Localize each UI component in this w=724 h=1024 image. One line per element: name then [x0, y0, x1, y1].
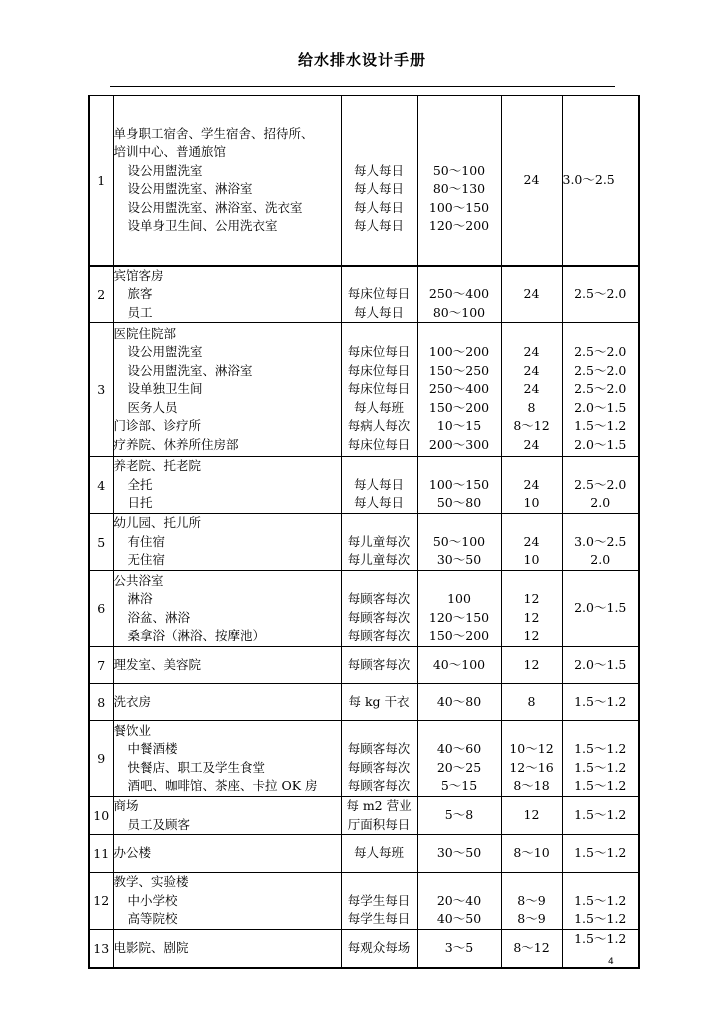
variation-coefficient-line: 3.0～2.5: [562, 172, 615, 187]
variation-coefficient: [562, 684, 639, 721]
unit: [341, 571, 417, 647]
unit: [341, 514, 417, 571]
building-type-line: 快餐店、职工及学生食堂: [127, 759, 266, 775]
variation-coefficient-line: 3.0～2.5: [574, 533, 627, 549]
building-type-line: 设单独卫生间: [127, 381, 203, 397]
building-type-line: 无住宿: [127, 552, 166, 568]
quota-line: 20～25: [436, 759, 482, 775]
usage-hours-line: 12: [523, 656, 540, 672]
usage-hours-line: 8～10: [513, 845, 550, 861]
building-type-line: 酒吧、咖啡馆、茶座、卡拉 OK 房: [127, 778, 318, 793]
unit-line: 每病人每次: [347, 418, 411, 434]
quota-line: 3～5: [444, 940, 474, 955]
building-type-line: 中餐酒楼: [127, 741, 178, 756]
variation-coefficient: [562, 929, 639, 968]
unit-line: 每顾客每次: [347, 778, 411, 793]
table-row: [89, 266, 639, 323]
unit-line: [342, 572, 417, 591]
unit: [341, 721, 417, 797]
quota-line: 120～150: [428, 609, 490, 625]
quota-line: 40～100: [432, 656, 486, 672]
building-type-line: 设公用盥洗室、淋浴室: [127, 181, 253, 197]
unit: [341, 835, 417, 873]
unit: [341, 457, 417, 514]
building-type: [113, 266, 341, 323]
usage-hours: [501, 266, 562, 323]
row-number: 5: [89, 514, 113, 571]
quota: [417, 873, 501, 930]
building-type-line: 淋浴: [127, 591, 153, 606]
row-number: 6: [89, 571, 113, 647]
variation-coefficient-line: 1.5～1.2: [574, 930, 627, 946]
building-type-line: 单身职工宿舍、学生宿舍、招待所、: [113, 125, 314, 141]
quota-line: 200～300: [428, 436, 490, 452]
quota: [417, 684, 501, 721]
quota: [417, 797, 501, 835]
unit-line: 每人每日: [353, 304, 404, 320]
variation-coefficient-line: 2.0～1.5: [574, 600, 627, 616]
variation-coefficient-line: 2.0: [590, 495, 611, 511]
building-type-line: 员工及顾客: [127, 816, 191, 832]
building-type-line: 理发室、美容院: [113, 656, 202, 672]
unit-line: 每顾客每次: [347, 591, 411, 606]
usage-hours-line: 8～18: [513, 778, 550, 793]
building-type-line: 设公用盥洗室、淋浴室: [127, 362, 253, 378]
usage-hours-line: 8～9: [517, 892, 546, 908]
building-type-line: 日托: [127, 495, 153, 511]
quota-line: 50～80: [436, 495, 482, 511]
usage-hours: [501, 684, 562, 721]
usage-hours: [501, 571, 562, 647]
building-type-line: 设公用盥洗室: [127, 344, 203, 360]
unit-line: 每床位每日: [347, 344, 411, 360]
usage-hours-line: 24: [523, 172, 540, 187]
unit: [341, 873, 417, 930]
usage-hours-line: [502, 325, 562, 344]
variation-coefficient-line: 1.5～1.2: [574, 845, 627, 861]
usage-hours: [501, 929, 562, 968]
row-number: 3: [89, 323, 113, 457]
usage-hours-line: 24: [523, 286, 540, 301]
unit-line: 每 kg 干衣: [348, 693, 410, 709]
building-type-line: 桑拿浴（淋浴、按摩池）: [127, 628, 266, 643]
quota: [417, 96, 501, 266]
quota-line: [418, 325, 501, 344]
building-type: [113, 457, 341, 514]
unit: [341, 323, 417, 457]
building-type-line: 全托: [127, 476, 153, 492]
usage-hours-line: 8～9: [517, 911, 546, 926]
usage-hours-line: 8～12: [513, 418, 550, 434]
unit-line: 厅面积每日: [347, 816, 411, 832]
quota-line: 100～150: [428, 199, 490, 215]
building-type-line: 设公用盥洗室: [127, 162, 203, 178]
building-type-line: 设单身卫生间、公用洗衣室: [127, 218, 278, 234]
usage-hours-line: 24: [523, 436, 540, 452]
usage-hours: [501, 96, 562, 266]
building-type-line: 门诊部、诊疗所: [113, 418, 202, 434]
unit-line: 每 m2 营业: [346, 798, 412, 813]
building-type-line: 医院住院部: [113, 325, 177, 341]
usage-hours-line: 8～12: [513, 940, 550, 955]
unit-line: [342, 267, 417, 286]
variation-coefficient: [562, 457, 639, 514]
building-type-line: 疗养院、休养所住房部: [113, 436, 239, 452]
variation-coefficient: [562, 96, 639, 266]
header-rule: [110, 86, 615, 87]
quota-line: 5～15: [440, 778, 478, 793]
variation-coefficient-line: 2.5～2.0: [574, 362, 627, 378]
quota: [417, 835, 501, 873]
quota-line: [418, 514, 501, 533]
unit-line: 每顾客每次: [347, 609, 411, 625]
variation-coefficient: [562, 721, 639, 797]
building-type-line: 员工: [127, 304, 153, 320]
building-type: [113, 929, 341, 968]
quota: [417, 929, 501, 968]
row-number: 10: [89, 797, 113, 835]
table-row: [89, 721, 639, 797]
table-row: [89, 873, 639, 930]
usage-hours-line: 24: [523, 344, 540, 360]
unit-line: [342, 722, 417, 741]
variation-coefficient-line: 2.5～2.0: [574, 381, 627, 397]
building-type: [113, 647, 341, 684]
unit-line: 每床位每日: [347, 286, 411, 301]
usage-hours-line: [502, 722, 562, 741]
page-number: 4: [608, 957, 614, 967]
building-type-line: 有住宿: [127, 533, 166, 549]
usage-hours: [501, 721, 562, 797]
variation-coefficient-line: 2.0～1.5: [574, 399, 627, 415]
variation-coefficient: [562, 835, 639, 873]
variation-coefficient: [562, 266, 639, 323]
building-type-line: 医务人员: [127, 399, 178, 415]
unit-line: 每人每日: [353, 495, 404, 511]
row-number: 9: [89, 721, 113, 797]
unit-line: 每人每日: [353, 181, 404, 197]
unit-line: 每人每班: [353, 845, 404, 861]
table-row: [89, 647, 639, 684]
quota-line: 100: [447, 591, 471, 606]
variation-coefficient: [562, 797, 639, 835]
usage-hours-line: 24: [523, 533, 540, 549]
quota-line: 80～130: [432, 181, 486, 197]
table-row: [89, 835, 639, 873]
variation-coefficient-line: 1.5～1.2: [574, 911, 627, 926]
building-type: [113, 835, 341, 873]
unit-line: 每观众每场: [347, 940, 411, 955]
quota-line: 30～50: [436, 552, 482, 568]
quota-line: 150～200: [428, 628, 490, 643]
unit-line: 每人每班: [353, 399, 404, 415]
variation-coefficient-line: 2.0～1.5: [574, 656, 627, 672]
usage-hours: [501, 873, 562, 930]
unit-line: 每人每日: [353, 476, 404, 492]
quota-line: 100～150: [428, 476, 490, 492]
quota: [417, 514, 501, 571]
quota-line: 40～60: [436, 741, 482, 756]
usage-hours: [501, 514, 562, 571]
usage-hours-line: 10～12: [509, 741, 554, 756]
variation-coefficient-line: 1.5～1.2: [574, 418, 627, 434]
building-type-line: 公共浴室: [113, 572, 164, 588]
quota-line: [418, 125, 501, 144]
row-number: 7: [89, 647, 113, 684]
unit-line: 每学生每日: [347, 911, 411, 926]
variation-coefficient-line: [563, 722, 639, 741]
variation-coefficient-line: 2.0～1.5: [574, 436, 627, 452]
unit-line: 每人每日: [353, 199, 404, 215]
usage-hours-line: 8: [527, 399, 536, 415]
quota-line: 40～80: [436, 693, 482, 709]
building-type-line: 设公用盥洗室、淋浴室、洗衣室: [127, 199, 303, 215]
building-type: [113, 721, 341, 797]
variation-coefficient-line: 1.5～1.2: [574, 892, 627, 908]
quota-line: [418, 873, 501, 892]
variation-coefficient: [562, 323, 639, 457]
table-row: [89, 96, 639, 266]
building-type-line: 洗衣房: [113, 693, 152, 709]
unit-line: [342, 143, 417, 162]
quota: [417, 323, 501, 457]
quota-line: [418, 722, 501, 741]
unit-line: [342, 457, 417, 476]
building-type-line: 高等院校: [127, 911, 178, 926]
unit-line: 每儿童每次: [347, 552, 411, 568]
quota-line: 250～400: [428, 381, 490, 397]
variation-coefficient-line: 2.5～2.0: [574, 344, 627, 360]
unit-line: 每顾客每次: [347, 741, 411, 756]
building-type: [113, 514, 341, 571]
building-type: [113, 684, 341, 721]
page-title: 给水排水设计手册: [297, 51, 426, 69]
unit-line: 每顾客每次: [347, 656, 411, 672]
unit: [341, 797, 417, 835]
row-number: 12: [89, 873, 113, 930]
quota-line: [418, 572, 501, 591]
usage-hours-line: 10: [523, 495, 540, 511]
quota: [417, 571, 501, 647]
usage-hours-line: 12: [523, 807, 540, 823]
quota-line: [418, 143, 501, 162]
quota-line: 10～15: [436, 418, 482, 434]
unit: [341, 929, 417, 968]
variation-coefficient-line: [563, 514, 639, 533]
variation-coefficient-line: 1.5～1.2: [574, 778, 627, 793]
building-type-line: 幼儿园、托儿所: [113, 515, 202, 531]
usage-hours-line: 12: [523, 609, 540, 625]
building-type: [113, 323, 341, 457]
unit-line: 每床位每日: [347, 436, 411, 452]
unit-line: [342, 325, 417, 344]
unit: [341, 647, 417, 684]
building-type-line: 办公楼: [113, 845, 152, 861]
quota-line: 50～100: [432, 162, 486, 178]
variation-coefficient-line: 2.5～2.0: [574, 286, 627, 301]
unit-line: 每床位每日: [347, 381, 411, 397]
usage-hours: [501, 323, 562, 457]
variation-coefficient-line: 1.5～1.2: [574, 741, 627, 756]
unit-line: [342, 873, 417, 892]
unit: [341, 266, 417, 323]
unit-line: [342, 514, 417, 533]
unit-line: 每顾客每次: [347, 628, 411, 643]
water-quota-table: [88, 95, 640, 969]
building-type-line: 教学、实验楼: [113, 874, 189, 889]
unit-line: 每床位每日: [347, 362, 411, 378]
quota-line: 40～50: [436, 911, 482, 926]
row-number: 8: [89, 684, 113, 721]
quota-line: 150～200: [428, 399, 490, 415]
usage-hours-line: 24: [523, 381, 540, 397]
variation-coefficient: [562, 873, 639, 930]
unit-line: 每儿童每次: [347, 533, 411, 549]
quota: [417, 647, 501, 684]
variation-coefficient: [562, 647, 639, 684]
table-row: [89, 323, 639, 457]
unit-line: 每学生每日: [347, 892, 411, 908]
building-type-line: 养老院、托老院: [113, 458, 202, 474]
table-row: [89, 457, 639, 514]
building-type: [113, 873, 341, 930]
quota: [417, 721, 501, 797]
usage-hours-line: 24: [523, 362, 540, 378]
unit: [341, 96, 417, 266]
quota-line: 100～200: [428, 344, 490, 360]
variation-coefficient-line: [563, 873, 639, 892]
table-row: [89, 797, 639, 835]
row-number: 4: [89, 457, 113, 514]
variation-coefficient: [562, 571, 639, 647]
building-type-line: 浴盆、淋浴: [127, 609, 191, 625]
unit-line: 每人每日: [353, 162, 404, 178]
usage-hours-line: 12: [523, 628, 540, 643]
building-type-line: 餐饮业: [113, 722, 152, 738]
unit-line: [342, 125, 417, 144]
building-type: [113, 571, 341, 647]
building-type-line: 电影院、剧院: [113, 940, 189, 955]
variation-coefficient-line: 1.5～1.2: [574, 807, 627, 823]
quota-line: 30～50: [436, 845, 482, 861]
quota-line: 80～100: [432, 304, 486, 320]
variation-coefficient-line: 2.0: [590, 552, 611, 568]
usage-hours: [501, 797, 562, 835]
quota-line: 150～250: [428, 362, 490, 378]
quota-line: 50～100: [432, 533, 486, 549]
quota-line: 250～400: [428, 286, 490, 301]
quota-line: 120～200: [428, 218, 490, 234]
usage-hours-line: 24: [523, 476, 540, 492]
table-row: [89, 571, 639, 647]
variation-coefficient-line: 1.5～1.2: [574, 759, 627, 775]
variation-coefficient-line: [563, 325, 639, 344]
building-type: [113, 96, 341, 266]
building-type-line: 商场: [113, 798, 139, 813]
building-type-line: 培训中心、普通旅馆: [113, 144, 227, 160]
usage-hours: [501, 835, 562, 873]
table-row: [89, 684, 639, 721]
quota: [417, 266, 501, 323]
unit-line: 每顾客每次: [347, 759, 411, 775]
usage-hours: [501, 457, 562, 514]
quota-line: 5～8: [444, 807, 474, 823]
table-row: [89, 514, 639, 571]
quota-line: [418, 267, 501, 286]
building-type-line: 宾馆客房: [113, 267, 164, 283]
table-row: [89, 929, 639, 968]
unit-line: 每人每日: [353, 218, 404, 234]
building-type-line: 旅客: [127, 286, 153, 301]
usage-hours-line: [502, 873, 562, 892]
usage-hours-line: 10: [523, 552, 540, 568]
variation-coefficient: [562, 514, 639, 571]
quota-line: 20～40: [436, 892, 482, 908]
building-type-line: 中小学校: [127, 892, 178, 908]
quota: [417, 457, 501, 514]
building-type: [113, 797, 341, 835]
row-number: 1: [89, 96, 113, 266]
row-number: 13: [89, 929, 113, 968]
usage-hours-line: 12: [523, 591, 540, 606]
usage-hours-line: [502, 457, 562, 476]
row-number: 11: [89, 835, 113, 873]
usage-hours-line: [502, 514, 562, 533]
variation-coefficient-line: 2.5～2.0: [574, 476, 627, 492]
usage-hours-line: [502, 572, 562, 591]
quota-line: [418, 457, 501, 476]
row-number: 2: [89, 266, 113, 323]
unit: [341, 684, 417, 721]
variation-coefficient-line: 1.5～1.2: [574, 693, 627, 709]
usage-hours: [501, 647, 562, 684]
usage-hours-line: 8: [527, 693, 536, 709]
usage-hours-line: 12～16: [509, 759, 554, 775]
variation-coefficient-line: [563, 457, 639, 476]
